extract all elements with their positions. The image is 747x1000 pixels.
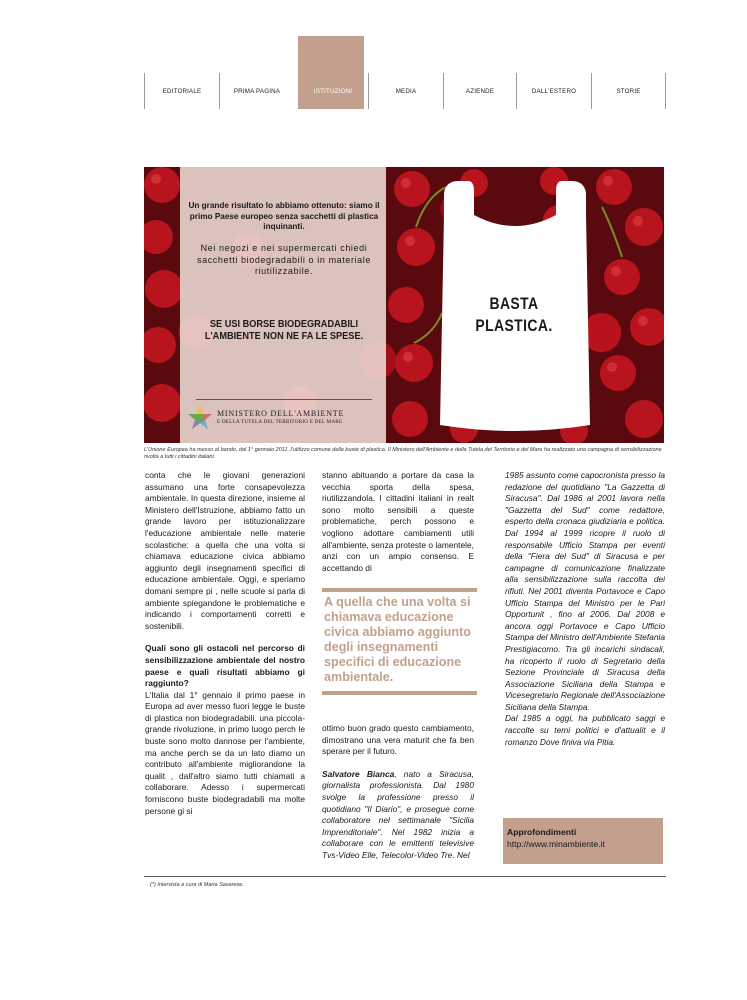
nav-item-storie[interactable]: STORIE <box>591 73 665 109</box>
article-column-2-bottom <box>322 723 474 862</box>
nav-divider <box>665 73 666 109</box>
nav-item-prima-pagina[interactable]: PRIMA PAGINA <box>219 73 294 109</box>
author-bio <box>322 769 474 862</box>
article-paragraph: stanno abituando a portare da casa la vecchia sporta della spesa, riutilizzandola. I cittadini italiani in realt sono molto sensibili a queste problematiche, perch possono e vogliono adottare cambiamenti utili all'ambiente, senza proteste o lamentele, anzi con un ampio consenso. E accettando di <box>322 470 474 573</box>
footer-divider <box>144 876 666 877</box>
author-bio-continued: Dal 1985 a oggi, ha pubblicato saggi e raccolte su temi politici e d'attualit e il romanzo Dove finiva via Pitia. <box>505 713 665 747</box>
further-reading-link[interactable]: http://www.minambiente.it <box>507 839 605 849</box>
ministry-subtitle: E DELLA TUTELA DEL TERRITORIO E DEL MARE <box>217 419 343 425</box>
ministry-star-logo-icon <box>186 403 214 431</box>
nav-item-dall-estero[interactable]: DALL'ESTERO <box>516 73 591 109</box>
article-paragraph: ottimo buon grado questo cambiamento, dimostrano una vera maturit che fa ben sperare per il futuro. <box>322 723 474 757</box>
nav-item-istituzioni[interactable]: ISTITUZIONI <box>313 87 353 95</box>
further-reading-title: Approfondimenti <box>507 827 577 837</box>
campaign-headline: Un grande risultato lo abbiamo ottenuto: siamo il primo Paese europeo senza sacchetti di plastica inquinanti. <box>188 201 380 231</box>
pull-quote: A quella che una volta si chiamava educazione civica abbiamo aggiunto degli insegnamenti specifici di educazione ambientale. <box>322 588 477 695</box>
article-column-3 <box>505 470 665 748</box>
author-bio-continued: 1985 assunto come capocronista presso la redazione del quotidiano "La Gazzetta di Siracusa". Dal 1986 al 2001 lavora nella "Gazzetta del Sud" come redattore, esperto della cronaca giudiziaria e politica. Dal 1994 al 1999 ricopre il ruolo di responsabile Ufficio Stampa per eventi della "Fiera del Sud" di Siracusa e per campagne di comunicazione finalizzate alla sensibilizzazione sulla raccolta dei rifiuti. Nel 2001 diventa Portavoce e Capo Ufficio Stampa del Ministro per le Pari Opportunit , fino al 2006. Dal 2008 e ancora oggi Portavoce e Capo Ufficio Stampa del Ministro dell'Ambiente Stefania Prestigiacomo. Tra gli incarichi sindacali, ha ricoperto il ruolo di Segretario della Sezione Provinciale di Siracusa della Associazione Siciliana della Stampa e Vicesegretario Regionale dell'Associazione Siciliana della Stampa. <box>505 470 665 712</box>
image-caption: L'Unione Europea ha messo al bando, dal 1° gennaio 2011, l'utilizzo comune delle buste di plastica. Il Ministero dell'Ambiente e della Tutela del Territorio e del Mare ha realizzato una campagna di sensibilizzazione rivolta a tutti i cittadini italiani. <box>144 447 662 460</box>
author-name: Salvatore Bianca <box>322 768 395 779</box>
campaign-divider <box>196 399 372 400</box>
footnote: (*) Intervista a cura di Maria Savarese. <box>150 882 244 888</box>
article-paragraph: conta che le giovani generazioni assumano una forte consapevolezza ambientale. In questa direzione, insieme al Ministero dell'Istruzione, abbiamo fatto un grande lavoro per istituzionalizzare l'educazione ambientale nelle materie scolastiche: a quella che una volta si chiamava educazione civica abbiamo aggiunto degli insegnamenti specifici di educazione ambientale. Oggi, e speriamo domani sempre pi , nelle scuole si parla di ambiente spiegandone le problematiche e indicando i comportamenti corretti e sostenibili. <box>145 470 305 631</box>
bag-slogan: BASTA PLASTICA. <box>475 294 553 335</box>
ministry-name: MINISTERO DELL'AMBIENTE <box>217 409 345 418</box>
campaign-image <box>144 167 664 443</box>
nav-item-editoriale[interactable]: EDITORIALE <box>144 73 219 109</box>
article-paragraph: L'Italia dal 1° gennaio il primo paese in Europa ad aver messo fuori legge le buste di plastica non biodegradabili. una piccola-grande rivoluzione, in primo luogo perch le buste sono molto dannose per l'ambiente, ma anche perch se da un lato diamo un contributo all'ambiente migliorandone la qualit , dall'altro siamo tutti chiamati a collaborare. Adesso i supermercati forniscono buste biodegradabili ma molte persone gi si <box>145 689 305 816</box>
campaign-slogan: SE USI BORSE BIODEGRADABILI L'AMBIENTE NON NE FA LE SPESE. <box>204 319 364 342</box>
article-column-2-top <box>322 470 474 574</box>
nav-item-aziende[interactable]: AZIENDE <box>443 73 516 109</box>
nav-item-media[interactable]: MEDIA <box>368 73 443 109</box>
author-bio-text: , nato a Siracusa, giornalista professionista. Dal 1980 svolge la professione presso il quotidiano "Il Diario", e prosegue come collaboratore nel settimanale "Sicilia Imprenditoriale". Nel 1982 inizia a collaborare con le emittenti televisive Tvs-Video Elle, Telecolor-Video Tre. Nel <box>322 768 474 860</box>
campaign-subline: Nei negozi e nei supermercati chiedi sacchetti biodegradabili o in materiale riutilizzabile. <box>197 243 371 276</box>
further-reading-box <box>503 818 663 864</box>
article-column-1 <box>145 470 305 817</box>
interview-question: Quali sono gli ostacoli nel percorso di sensibilizzazione ambientale del nostro paese e quali risultati abbiamo gi raggiunto? <box>145 643 305 689</box>
